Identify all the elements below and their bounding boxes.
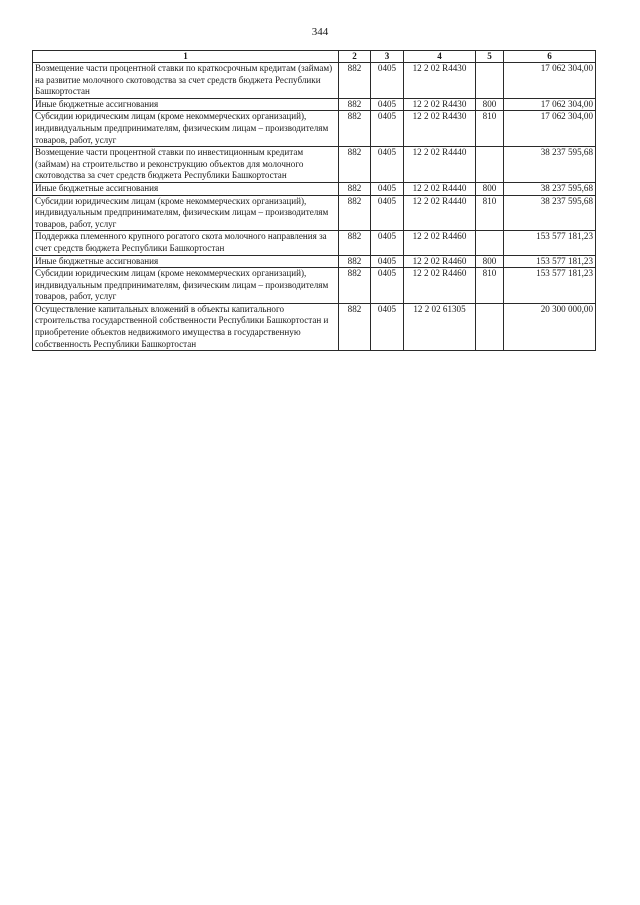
row-target-code: 12 2 02 R4430 [404,63,476,99]
row-section-code: 0405 [371,303,404,350]
table-row [33,268,596,304]
row-section-code: 0405 [371,98,404,111]
row-section-code: 0405 [371,231,404,255]
column-header-2: 2 [339,51,371,63]
table-row [33,195,596,231]
row-ministry-code: 882 [339,303,371,350]
table-row [33,303,596,350]
budget-table [32,50,596,351]
column-header-3: 3 [371,51,404,63]
table-row [33,63,596,99]
column-header-6: 6 [504,51,596,63]
row-expense-type: 800 [476,182,504,195]
row-section-code: 0405 [371,268,404,304]
row-expense-type: 810 [476,195,504,231]
row-amount: 17 062 304,00 [504,98,596,111]
row-name: Возмещение части процентной ставки по инвестиционным кредитам (займам) на строительство и реконструкцию объектов для молочного скотоводства за счет средств бюджета Республики Башкортостан [33,147,339,183]
row-amount: 38 237 595,68 [504,182,596,195]
row-amount: 38 237 595,68 [504,195,596,231]
table-row [33,98,596,111]
row-target-code: 12 2 02 R4460 [404,231,476,255]
row-amount: 153 577 181,23 [504,255,596,268]
row-target-code: 12 2 02 R4430 [404,98,476,111]
table-row [33,231,596,255]
row-name: Возмещение части процентной ставки по краткосрочным кредитам (займам) на развитие молочного скотоводства за счет средств бюджета Республики Башкортостан [33,63,339,99]
row-ministry-code: 882 [339,182,371,195]
row-ministry-code: 882 [339,255,371,268]
row-target-code: 12 2 02 R4430 [404,111,476,147]
row-name: Субсидии юридическим лицам (кроме некоммерческих организаций), индивидуальным предпринимателям, физическим лицам – производителям товаров, работ, услуг [33,268,339,304]
row-target-code: 12 2 02 R4440 [404,147,476,183]
row-ministry-code: 882 [339,98,371,111]
row-target-code: 12 2 02 R4460 [404,268,476,304]
column-header-1: 1 [33,51,339,63]
row-ministry-code: 882 [339,195,371,231]
row-amount: 17 062 304,00 [504,111,596,147]
row-expense-type [476,231,504,255]
row-ministry-code: 882 [339,111,371,147]
row-name: Иные бюджетные ассигнования [33,255,339,268]
table-row [33,255,596,268]
row-expense-type [476,303,504,350]
row-name: Поддержка племенного крупного рогатого скота молочного направления за счет средств бюджета Республики Башкортостан [33,231,339,255]
table-row [33,182,596,195]
row-expense-type: 810 [476,268,504,304]
row-section-code: 0405 [371,182,404,195]
row-expense-type: 800 [476,98,504,111]
row-section-code: 0405 [371,147,404,183]
column-header-4: 4 [404,51,476,63]
table-row [33,147,596,183]
table-header-row [33,51,596,63]
row-name: Иные бюджетные ассигнования [33,182,339,195]
row-amount: 38 237 595,68 [504,147,596,183]
row-target-code: 12 2 02 R4440 [404,182,476,195]
row-amount: 20 300 000,00 [504,303,596,350]
row-name: Субсидии юридическим лицам (кроме некоммерческих организаций), индивидуальным предпринимателям, физическим лицам – производителям товаров, работ, услуг [33,195,339,231]
row-amount: 17 062 304,00 [504,63,596,99]
page-number: 344 [311,26,329,38]
row-expense-type: 800 [476,255,504,268]
table-row [33,111,596,147]
row-name: Субсидии юридическим лицам (кроме некоммерческих организаций), индивидуальным предпринимателям, физическим лицам – производителям товаров, работ, услуг [33,111,339,147]
row-amount: 153 577 181,23 [504,268,596,304]
row-name: Иные бюджетные ассигнования [33,98,339,111]
row-ministry-code: 882 [339,268,371,304]
row-expense-type: 810 [476,111,504,147]
row-target-code: 12 2 02 R4460 [404,255,476,268]
row-ministry-code: 882 [339,147,371,183]
row-target-code: 12 2 02 61305 [404,303,476,350]
row-ministry-code: 882 [339,231,371,255]
column-header-5: 5 [476,51,504,63]
row-expense-type [476,147,504,183]
row-name: Осуществление капитальных вложений в объекты капитального строительства государственной собственности Республики Башкортостан и приобретение объектов недвижимого имущества в государственную собственность Республики Башкортостан [33,303,339,350]
row-target-code: 12 2 02 R4440 [404,195,476,231]
row-ministry-code: 882 [339,63,371,99]
row-section-code: 0405 [371,111,404,147]
row-section-code: 0405 [371,255,404,268]
row-section-code: 0405 [371,63,404,99]
row-amount: 153 577 181,23 [504,231,596,255]
row-expense-type [476,63,504,99]
row-section-code: 0405 [371,195,404,231]
